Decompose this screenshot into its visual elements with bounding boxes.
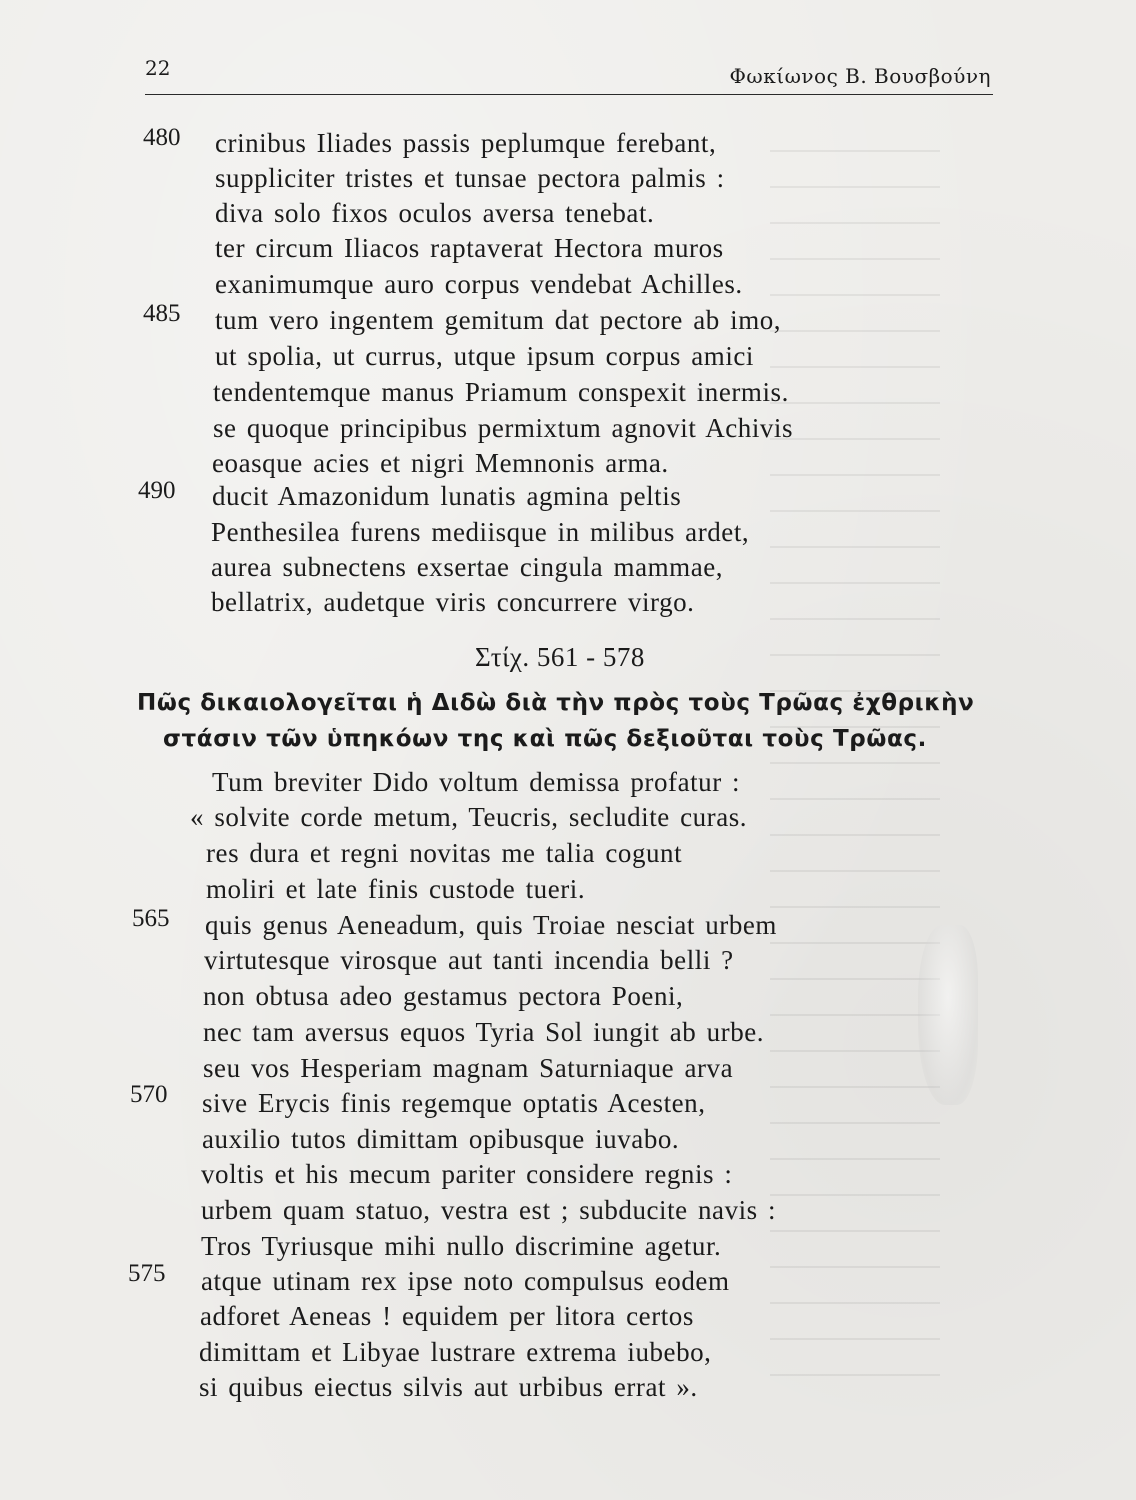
verse-line: ut spolia, ut currus, utque ipsum corpus amici xyxy=(215,341,754,371)
verse-line: Penthesilea furens mediisque in milibus ardet, xyxy=(211,517,750,547)
line-number: 575 xyxy=(128,1260,166,1287)
verse-line: se quoque principibus permixtum agnovit Achivis xyxy=(213,413,794,443)
verse-line: sive Erycis finis regemque optatis Acesten, xyxy=(202,1088,706,1118)
verse-line: adforet Aeneas ! equidem per litora certos xyxy=(200,1301,694,1331)
page-header xyxy=(145,52,991,92)
verse-line: « solvite corde metum, Teucris, secludite curas. xyxy=(190,802,748,832)
verse-line: dimittam et Libyae lustrare extrema iubebo, xyxy=(199,1337,712,1367)
verse-line: Tros Tyriusque mihi nullo discrimine agetur. xyxy=(201,1231,722,1261)
verse-line: tum vero ingentem gemitum dat pectore ab imo, xyxy=(215,305,782,335)
verse-line: quis genus Aeneadum, quis Troiae nesciat urbem xyxy=(205,910,777,940)
running-head: Φωκίωνος Β. Βουσβούνη xyxy=(729,64,991,88)
line-number: 570 xyxy=(130,1081,168,1108)
verse-line: virtutesque virosque aut tanti incendia belli ? xyxy=(204,945,734,975)
verse-line: nec tam aversus equos Tyria Sol iungit ab urbe. xyxy=(203,1017,765,1047)
verse-line: auxilio tutos dimittam opibusque iuvabo. xyxy=(202,1124,680,1154)
verse-line: Tum breviter Dido voltum demissa profatur : xyxy=(212,767,741,797)
line-number: 565 xyxy=(132,905,170,932)
section-reference: Στίχ. 561 - 578 xyxy=(475,642,645,672)
section-title-line-2: στάσιν τῶν ὑπηκόων της καὶ πῶς δεξιοῦται τοὺς Τρῶας. xyxy=(163,726,927,752)
header-rule xyxy=(145,94,993,95)
verse-line: seu vos Hesperiam magnam Saturniaque arva xyxy=(203,1053,734,1083)
verse-line: aurea subnectens exsertae cingula mammae, xyxy=(211,552,724,582)
verse-line: urbem quam statuo, vestra est ; subducite navis : xyxy=(201,1195,777,1225)
verse-line: non obtusa adeo gestamus pectora Poeni, xyxy=(203,981,684,1011)
verse-line: bellatrix, audetque viris concurrere virgo. xyxy=(211,587,695,617)
verse-line: ter circum Iliacos raptaverat Hectora muros xyxy=(215,233,724,263)
verse-line: voltis et his mecum pariter considere regnis : xyxy=(201,1159,733,1189)
line-number: 480 xyxy=(143,124,181,151)
verse-line: suppliciter tristes et tunsae pectora palmis : xyxy=(215,163,725,193)
verse-line: si quibus eiectus silvis aut urbibus errat ». xyxy=(199,1372,698,1402)
paper-stain xyxy=(918,925,978,1105)
verse-line: diva solo fixos oculos aversa tenebat. xyxy=(215,198,655,228)
verse-line: moliri et late finis custode tueri. xyxy=(206,874,586,904)
bleed-through-texture xyxy=(770,150,940,1400)
verse-line: ducit Amazonidum lunatis agmina peltis xyxy=(212,481,682,511)
section-title-line-1: Πῶς δικαιολογεῖται ἡ Διδὼ διὰ τὴν πρὸς τοὺς Τρῶας ἐχθρικὴν xyxy=(137,690,975,716)
page-number: 22 xyxy=(145,56,171,80)
line-number: 490 xyxy=(138,477,176,504)
verse-line: res dura et regni novitas me talia cogunt xyxy=(206,838,683,868)
verse-line: crinibus Iliades passis peplumque ferebant, xyxy=(215,128,717,158)
verse-line: exanimumque auro corpus vendebat Achilles. xyxy=(215,269,743,299)
verse-line: eoasque acies et nigri Memnonis arma. xyxy=(212,448,669,478)
verse-line: tendentemque manus Priamum conspexit inermis. xyxy=(213,377,789,407)
verse-line: atque utinam rex ipse noto compulsus eodem xyxy=(201,1266,730,1296)
line-number: 485 xyxy=(143,300,181,327)
